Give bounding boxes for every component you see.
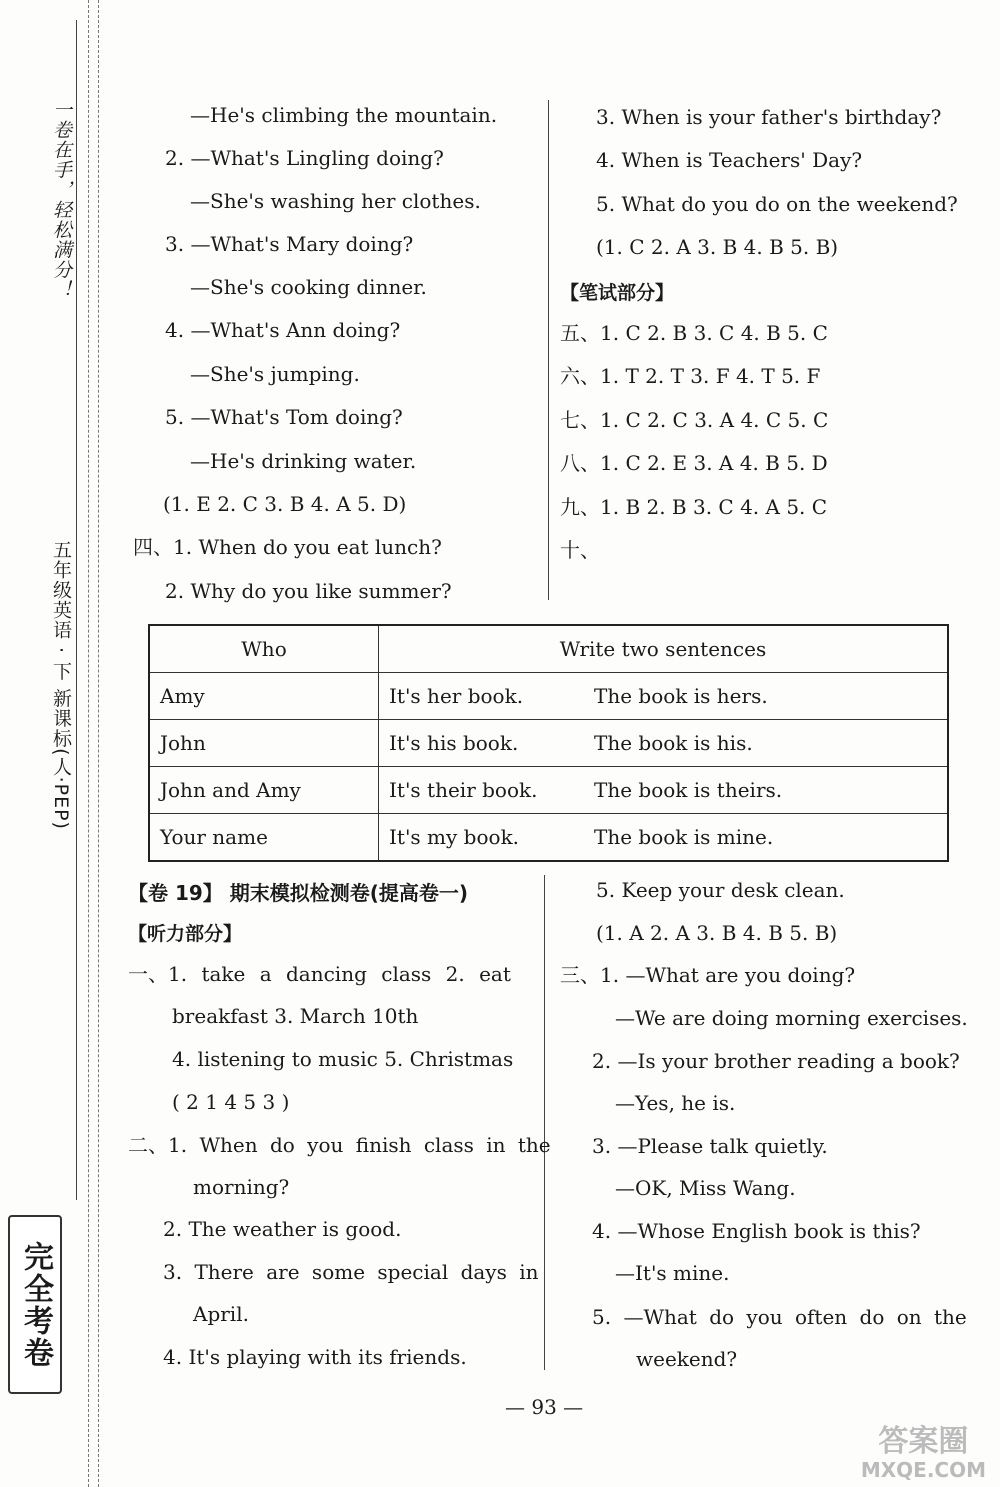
answer-line: 3. —What's Mary doing?: [165, 232, 414, 256]
table-row: [149, 720, 948, 767]
column-divider-bottom: [544, 875, 545, 1370]
answer-line: 2. Why do you like summer?: [165, 579, 452, 603]
table-header: Write two sentences: [379, 625, 949, 673]
answer-line: 三、1. —What are you doing?: [560, 963, 856, 987]
answer-key: 七、1. C 2. C 3. A 4. C 5. C: [560, 408, 829, 432]
answer-line: 一、1. take a dancing class 2. eat: [128, 962, 511, 986]
answer-line: 5. —What's Tom doing?: [165, 405, 403, 429]
table-cell: The book is his.: [584, 720, 948, 767]
answer-line: —We are doing morning exercises.: [615, 1006, 968, 1030]
answer-key: (1. E 2. C 3. B 4. A 5. D): [163, 492, 407, 516]
answer-line: 3. When is your father's birthday?: [596, 105, 942, 129]
table-row: [149, 673, 948, 720]
answer-key: (1. C 2. A 3. B 4. B 5. B): [596, 235, 839, 259]
watermark: [861, 1425, 986, 1481]
answer-line: 二、1. When do you finish class in the: [128, 1133, 551, 1157]
table-cell: The book is hers.: [584, 673, 948, 720]
answer-line: —It's mine.: [615, 1261, 730, 1285]
margin-dashed-line-2: [98, 0, 99, 1487]
answer-line: —She's washing her clothes.: [190, 189, 481, 213]
answer-key: 八、1. C 2. E 3. A 4. B 5. D: [560, 451, 828, 475]
answer-line: —Yes, he is.: [615, 1091, 736, 1115]
answer-line: 4. When is Teachers' Day?: [596, 148, 863, 172]
table-cell: It's her book.: [379, 673, 585, 720]
answer-table: [148, 624, 949, 862]
answer-line: 3. —Please talk quietly.: [592, 1134, 828, 1158]
answer-line: 4. listening to music 5. Christmas: [172, 1047, 514, 1071]
table-cell: It's their book.: [379, 767, 585, 814]
exam-title: 【卷 19】 期末模拟检测卷(提高卷一): [128, 881, 469, 905]
table-cell: John: [149, 720, 379, 767]
table-row: [149, 814, 948, 862]
watermark-url: MXQE.COM: [860, 1458, 986, 1482]
answer-line: April.: [193, 1302, 249, 1326]
side-book-title: 五年级英语 · 下 新课标(人·PEP): [50, 540, 72, 830]
answer-line: 2. —Is your brother reading a book?: [592, 1049, 960, 1073]
answer-line: —He's climbing the mountain.: [190, 103, 498, 127]
table-cell: Your name: [149, 814, 379, 862]
table-header: Who: [149, 625, 379, 673]
answer-line: 5. Keep your desk clean.: [596, 878, 845, 902]
answer-line: 4. —What's Ann doing?: [165, 318, 401, 342]
table-header-row: [149, 625, 948, 673]
table-cell: John and Amy: [149, 767, 379, 814]
answer-line: 2. —What's Lingling doing?: [165, 146, 444, 170]
watermark-logo: 答案圈: [878, 1424, 969, 1459]
table-cell: The book is theirs.: [584, 767, 948, 814]
answer-line: 5. —What do you often do on the: [592, 1305, 967, 1329]
table-cell: It's my book.: [379, 814, 585, 862]
answer-line: 5. What do you do on the weekend?: [596, 192, 958, 216]
table-row: [149, 767, 948, 814]
answer-line: weekend?: [636, 1347, 738, 1371]
answer-key: 五、1. C 2. B 3. C 4. B 5. C: [560, 321, 828, 345]
table-cell: The book is mine.: [584, 814, 948, 862]
answer-line: —OK, Miss Wang.: [615, 1176, 796, 1200]
answer-key: ( 2 1 4 5 3 ): [172, 1090, 290, 1114]
answer-key: 六、1. T 2. T 3. F 4. T 5. F: [560, 364, 821, 388]
answer-line: 2. The weather is good.: [163, 1217, 402, 1241]
answer-line: breakfast 3. March 10th: [172, 1004, 419, 1028]
page-number: — 93 —: [505, 1395, 584, 1419]
answer-line: 4. It's playing with its friends.: [163, 1345, 467, 1369]
margin-dashed-line: [88, 0, 89, 1487]
side-slogan: 一卷在手，轻松满分！: [50, 100, 72, 300]
answer-line: 3. There are some special days in: [163, 1260, 539, 1284]
answer-line: —She's jumping.: [190, 362, 360, 386]
answer-line: —She's cooking dinner.: [190, 275, 427, 299]
answer-line: 4. —Whose English book is this?: [592, 1219, 921, 1243]
answer-line: morning?: [193, 1175, 290, 1199]
answer-key: (1. A 2. A 3. B 4. B 5. B): [596, 921, 838, 945]
section-heading: 【听力部分】: [128, 923, 243, 945]
answer-key: 十、: [560, 538, 600, 562]
publisher-logo: 完全考卷: [8, 1215, 62, 1394]
margin-rule: [76, 20, 77, 1200]
answer-line: 四、1. When do you eat lunch?: [133, 535, 442, 559]
table-cell: Amy: [149, 673, 379, 720]
table-cell: It's his book.: [379, 720, 585, 767]
section-heading: 【笔试部分】: [560, 282, 675, 304]
column-divider-top: [548, 100, 549, 600]
answer-key: 九、1. B 2. B 3. C 4. A 5. C: [560, 495, 828, 519]
answer-line: —He's drinking water.: [190, 449, 417, 473]
